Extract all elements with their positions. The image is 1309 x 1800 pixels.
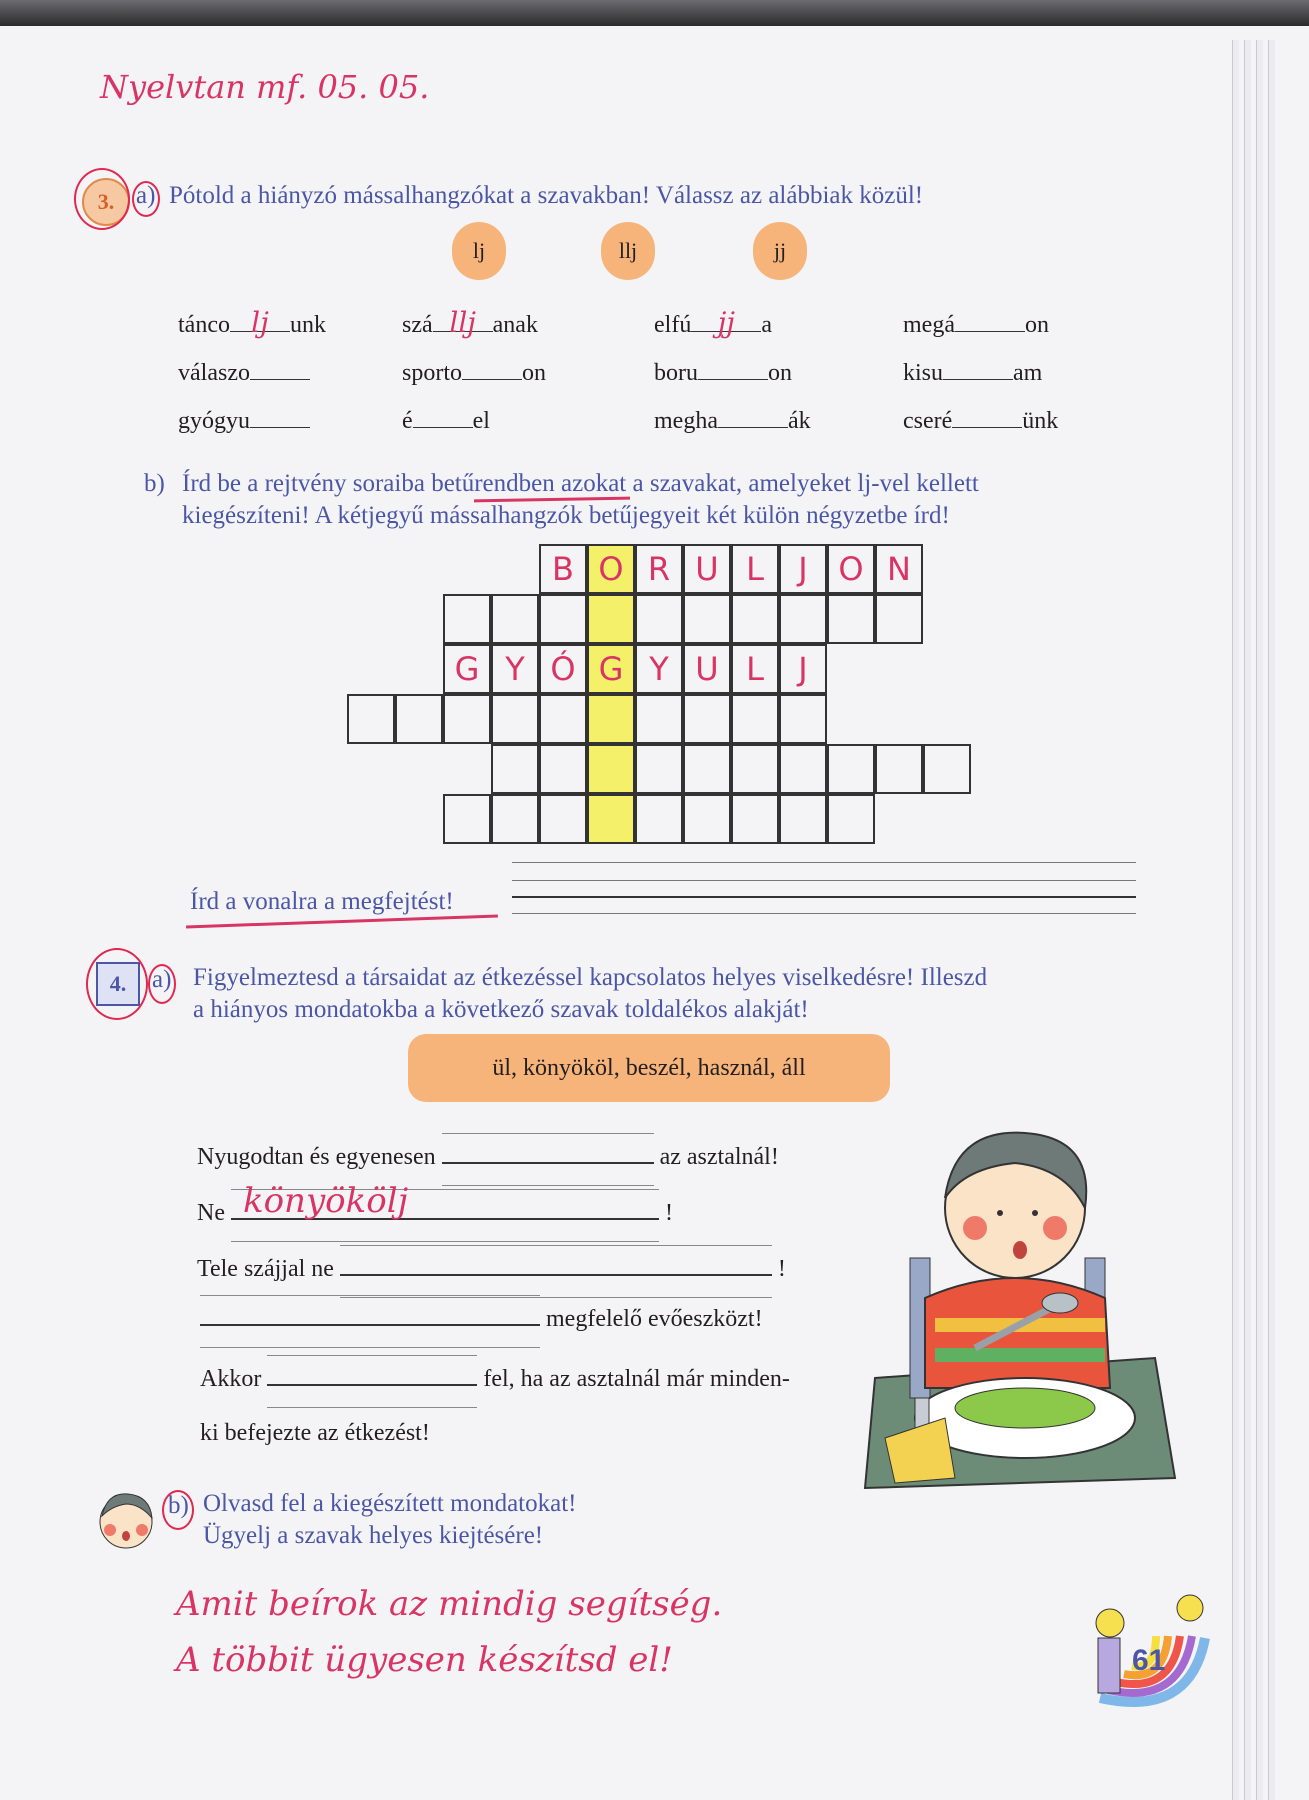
crossword-cell[interactable]: B: [539, 544, 587, 594]
blank[interactable]: [413, 409, 473, 428]
crossword-cell[interactable]: Ó: [539, 644, 587, 694]
crossword-cell[interactable]: [539, 744, 587, 794]
crossword-cell[interactable]: [443, 794, 491, 844]
word-start: sporto: [402, 360, 462, 386]
word-start: gyógyu: [178, 408, 250, 434]
crossword-cell[interactable]: [635, 744, 683, 794]
task-number-badge: 4.: [96, 962, 140, 1006]
crossword-cell[interactable]: [683, 694, 731, 744]
crossword-cell[interactable]: [635, 794, 683, 844]
word-start: tánco: [178, 312, 230, 338]
pen-circle-mark: [132, 181, 160, 217]
fill-in-word: [903, 360, 1042, 387]
blank[interactable]: [718, 409, 788, 428]
word-start: elfú: [654, 312, 692, 338]
sentence-4: [200, 1306, 763, 1333]
word-end: am: [1013, 360, 1043, 386]
answer-line[interactable]: [231, 1181, 659, 1221]
word-end: on: [1024, 312, 1049, 338]
fill-in-word: [402, 408, 490, 435]
boy-face-icon: [92, 1488, 160, 1550]
pen-circle-mark: [162, 1490, 194, 1530]
crossword-cell[interactable]: O: [827, 544, 875, 594]
choice-pill: llj: [601, 222, 655, 280]
fill-in-word: [654, 408, 811, 435]
crossword-cell[interactable]: [731, 744, 779, 794]
fill-in-word: [402, 360, 546, 387]
crossword-cell[interactable]: [827, 794, 875, 844]
handwritten-answer: llj: [449, 306, 476, 339]
crossword-cell[interactable]: L: [731, 544, 779, 594]
blank[interactable]: [462, 361, 522, 380]
page-stack-edge: [1232, 40, 1239, 1800]
crossword-cell[interactable]: [539, 794, 587, 844]
crossword-cell[interactable]: [491, 594, 539, 644]
word-start: válaszo: [178, 360, 250, 386]
sentence-1: [197, 1144, 779, 1171]
sentence-text: Akkor: [200, 1366, 262, 1392]
task4-part-b-line2: Ügyelj a szavak helyes kiejtésére!: [203, 1522, 544, 1549]
crossword-cell-highlighted[interactable]: [587, 594, 635, 644]
task3-instruction: Pótold a hiányzó mássalhangzókat a szavakban! Válassz az alábbiak közül!: [169, 182, 924, 209]
crossword-cell[interactable]: [731, 794, 779, 844]
part-b-instruction-line1: Írd be a rejtvény soraiba betűrendben azokat a szavakat, amelyeket lj-vel kellett: [182, 470, 979, 497]
crossword-cell[interactable]: G: [443, 644, 491, 694]
crossword-cell[interactable]: [827, 744, 875, 794]
blank[interactable]: [250, 361, 310, 380]
sentence-3: [197, 1256, 786, 1283]
crossword-cell-highlighted[interactable]: G: [587, 644, 635, 694]
sentence-text: !: [777, 1256, 786, 1282]
crossword-cell[interactable]: [779, 794, 827, 844]
crossword-cell[interactable]: [779, 594, 827, 644]
blank[interactable]: [230, 306, 290, 339]
crossword-cell[interactable]: R: [635, 544, 683, 594]
boy-eating-illustration: [855, 1128, 1190, 1500]
word-start: é: [402, 408, 413, 434]
word-start: megha: [654, 408, 718, 434]
blank[interactable]: [433, 306, 493, 339]
part-b-label: b): [168, 1492, 189, 1519]
answer-line[interactable]: [200, 1323, 540, 1326]
crossword-cell[interactable]: [491, 744, 539, 794]
crossword-cell[interactable]: [875, 594, 923, 644]
choice-pill: jj: [753, 222, 807, 280]
crossword-cell[interactable]: N: [875, 544, 923, 594]
blank[interactable]: [943, 361, 1013, 380]
handwritten-answer: jj: [717, 306, 735, 339]
crossword-cell[interactable]: J: [779, 544, 827, 594]
choice-pill: lj: [452, 222, 506, 280]
page-number: 61: [1132, 1644, 1166, 1677]
answer-line[interactable]: [442, 1161, 654, 1164]
blank[interactable]: [952, 409, 1022, 428]
solution-line[interactable]: [512, 896, 1136, 898]
scanner-edge: [0, 0, 1309, 26]
pen-underline: [186, 915, 498, 929]
word-start: kisu: [903, 360, 944, 386]
crossword-cell[interactable]: [443, 594, 491, 644]
crossword-cell[interactable]: [443, 694, 491, 744]
sentence-text: megfelelő evőeszközt!: [546, 1306, 763, 1332]
sentence-text: az asztalnál!: [659, 1144, 779, 1170]
crossword-cell[interactable]: [635, 694, 683, 744]
fill-in-word: [178, 408, 310, 435]
word-end: ünk: [1022, 408, 1059, 434]
fill-in-word: [654, 360, 792, 387]
blank[interactable]: [691, 306, 761, 339]
word-end: on: [768, 360, 792, 386]
word-end: anak: [492, 312, 538, 338]
crossword-cell[interactable]: Y: [491, 644, 539, 694]
answer-line[interactable]: [267, 1383, 477, 1386]
crossword-cell[interactable]: U: [683, 544, 731, 594]
crossword-cell[interactable]: [635, 594, 683, 644]
sentence-5: [200, 1366, 790, 1393]
crossword-cell[interactable]: [779, 694, 827, 744]
crossword-cell[interactable]: [731, 594, 779, 644]
sentence-text: fel, ha az asztalnál már minden-: [483, 1366, 790, 1392]
fill-in-word: [903, 408, 1058, 435]
word-start: cseré: [903, 408, 953, 434]
crossword-cell[interactable]: [683, 594, 731, 644]
word-end: unk: [289, 312, 326, 338]
crossword-cell[interactable]: L: [731, 644, 779, 694]
crossword-cell[interactable]: [395, 694, 443, 744]
crossword-cell[interactable]: Y: [635, 644, 683, 694]
fill-in-word: [402, 306, 538, 339]
crossword-cell[interactable]: [491, 794, 539, 844]
blank[interactable]: [250, 409, 310, 428]
word-end: ák: [787, 408, 811, 434]
page-stack-edge: [1244, 40, 1251, 1800]
handwritten-answer: lj: [251, 306, 269, 339]
crossword-cell[interactable]: [683, 794, 731, 844]
page-stack-edge: [1256, 40, 1263, 1800]
sentence-text: !: [664, 1200, 673, 1226]
crossword-cell[interactable]: J: [779, 644, 827, 694]
sentence-text: Tele szájjal ne: [197, 1256, 334, 1282]
crossword-cell-highlighted[interactable]: [587, 694, 635, 744]
word-end: on: [522, 360, 546, 386]
crossword-cell[interactable]: U: [683, 644, 731, 694]
word-end: el: [472, 408, 490, 434]
crossword-cell[interactable]: [731, 694, 779, 744]
pen-circle-mark: [74, 168, 130, 230]
solution-line[interactable]: [512, 880, 1136, 881]
task-number-badge: 3.: [82, 178, 130, 226]
part-a-label: a): [152, 966, 172, 993]
part-b-label: b): [144, 470, 165, 497]
crossword-cell[interactable]: [779, 744, 827, 794]
word-bank: ül, könyököl, beszél, használ, áll: [408, 1034, 890, 1102]
handwritten-note-line2: A többit ügyesen készítsd el!: [176, 1640, 673, 1680]
crossword-cell[interactable]: [827, 594, 875, 644]
sentence-text: Nyugodtan és egyenesen: [197, 1144, 436, 1170]
crossword-cell[interactable]: [539, 594, 587, 644]
page-stack-edge: [1268, 40, 1275, 1800]
handwritten-header: Nyelvtan mf. 05. 05.: [100, 68, 430, 106]
crossword-cell[interactable]: [923, 744, 971, 794]
sentence-text: Ne: [197, 1200, 225, 1226]
crossword-cell[interactable]: [683, 744, 731, 794]
pen-circle-mark: [86, 948, 148, 1020]
fill-in-word: [178, 306, 326, 339]
answer-line[interactable]: [340, 1273, 772, 1276]
fill-in-word: [903, 312, 1049, 339]
handwritten-answer: könyökölj: [242, 1181, 409, 1221]
crossword-cell-highlighted[interactable]: O: [587, 544, 635, 594]
solution-line[interactable]: [512, 913, 1136, 914]
task4-part-b-line1: Olvasd fel a kiegészített mondatokat!: [203, 1490, 577, 1517]
word-start: szá: [402, 312, 433, 338]
task4-instruction-line1: Figyelmeztesd a társaidat az étkezéssel kapcsolatos helyes viselkedésre! Illeszd: [193, 964, 988, 991]
crossword-cell[interactable]: [491, 694, 539, 744]
blank[interactable]: [955, 313, 1025, 332]
part-b-instruction-line2: kiegészíteni! A kétjegyű mássalhangzók betűjegyeit két külön négyzetbe írd!: [182, 502, 950, 529]
crossword-cell[interactable]: [875, 744, 923, 794]
word-start: boru: [654, 360, 698, 386]
fill-in-word: [178, 360, 310, 387]
blank[interactable]: [698, 361, 768, 380]
sentence-2: [197, 1181, 673, 1227]
crossword-cell-highlighted[interactable]: [587, 744, 635, 794]
crossword-cell[interactable]: [347, 694, 395, 744]
word-start: megá: [903, 312, 955, 338]
solution-line[interactable]: [512, 862, 1136, 863]
word-end: a: [761, 312, 772, 338]
fill-in-word: [654, 306, 772, 339]
sentence-tail: ki befejezte az étkezést!: [200, 1420, 430, 1446]
task4-instruction-line2: a hiányos mondatokba a következő szavak toldalékos alakját!: [193, 996, 809, 1023]
solution-prompt: Írd a vonalra a megfejtést!: [190, 888, 454, 915]
part-a-label: a): [136, 182, 156, 209]
crossword-cell[interactable]: [539, 694, 587, 744]
crossword-cell-highlighted[interactable]: [587, 794, 635, 844]
handwritten-note-line1: Amit beírok az mindig segítség.: [176, 1584, 723, 1624]
pen-circle-mark: [148, 964, 176, 1004]
